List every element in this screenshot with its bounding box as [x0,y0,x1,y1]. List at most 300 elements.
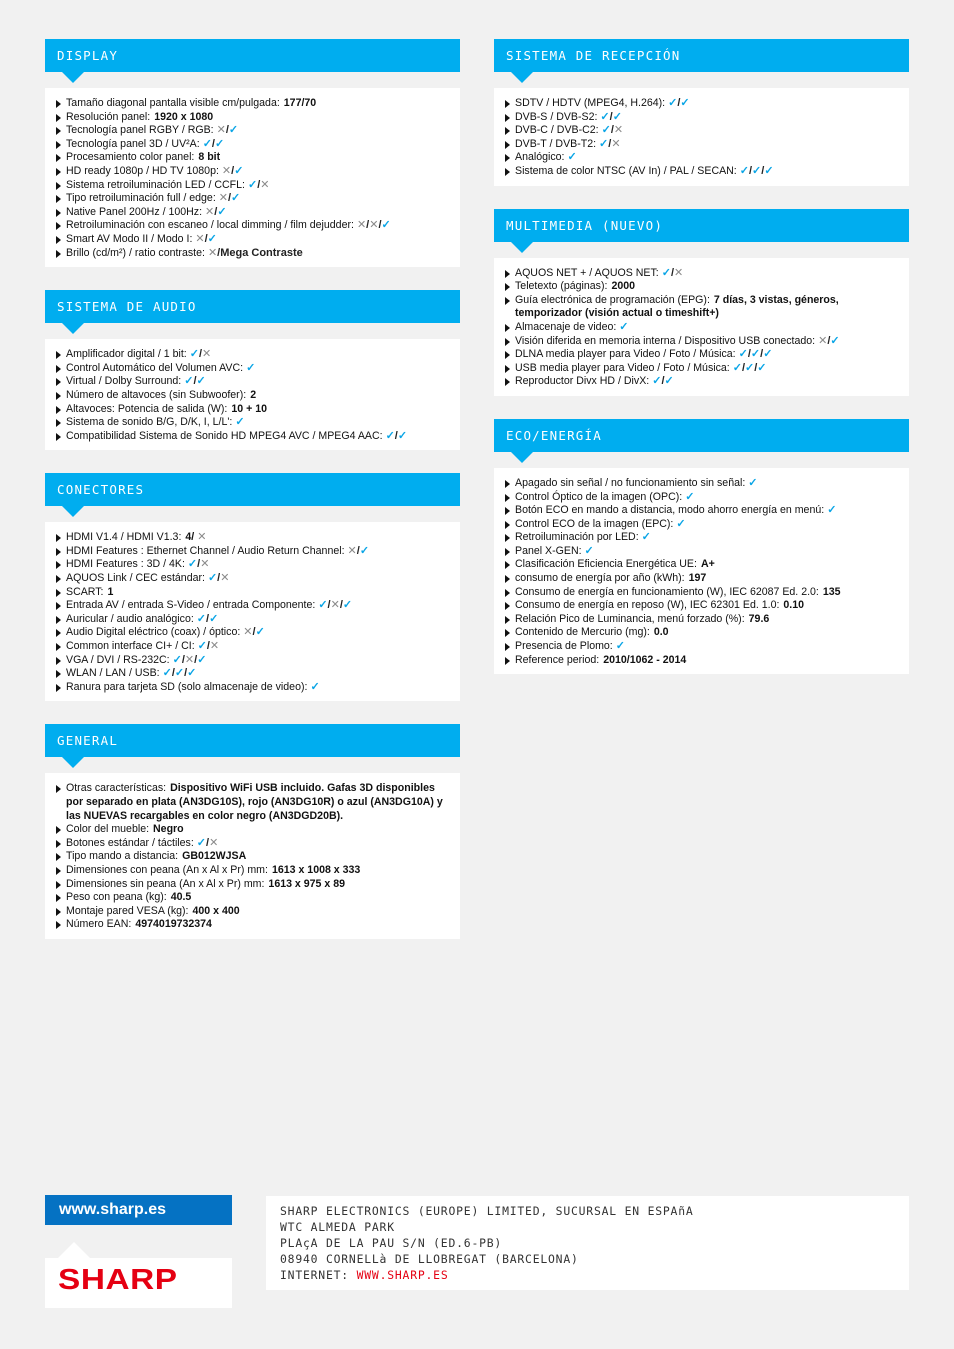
spec-row [55,823,450,837]
check-icon: ✓ [184,375,194,388]
website-link-text[interactable]: www.sharp.es [59,1201,166,1218]
check-icon: ✓ [187,667,197,680]
spec-label: Common interface CI+ / CI: [66,640,195,653]
cross-icon: ✕ [221,164,232,177]
slash-separator: / [339,599,343,612]
slash-separator: / [206,836,210,849]
spec-value: 1613 x 975 x 89 [268,877,346,890]
cross-icon: ✕ [216,124,226,137]
spec-row [55,206,450,220]
check-icon: ✓ [615,640,625,653]
section-title: GENERAL [57,733,119,749]
spec-value: 197 [688,572,707,585]
spec-row [55,362,450,376]
check-icon: ✓ [641,531,651,544]
slash-separator: / [366,219,370,232]
spec-label: VGA / DVI / RS-232C: [66,653,170,666]
spec-label: Panel X-GEN: [515,544,582,557]
spec-row [504,504,899,518]
spec-row [55,891,450,905]
cross-icon: ✕ [611,137,621,150]
check-icon: ✓ [162,667,172,680]
section-header [494,39,909,72]
spec-label: Ranura para tarjeta SD (solo almacenaje de video): [66,680,308,693]
section-title: SISTEMA DE RECEPCIÓN [506,48,681,63]
spec-list [45,88,460,267]
spec-label: Número EAN: [66,918,132,931]
slash-separator: / [252,626,256,639]
spec-value: 177/70 [283,97,317,109]
spec-row [55,403,450,417]
spec-row [504,477,899,491]
logo-tab [58,1242,90,1258]
slash-separator: / [670,266,675,279]
spec-row [504,280,899,294]
spec-value: 8 bit [198,151,221,164]
slash-separator: / [227,192,232,205]
spec-label: HDMI Features : Ethernet Channel / Audio Return Channel: [66,544,345,557]
brand-logo: SHARP [58,1264,178,1296]
spec-symbols [208,572,230,584]
cross-icon: ✕ [613,124,624,137]
check-icon: ✓ [619,320,629,333]
spec-symbols [739,348,773,360]
spec-label: Retroiluminación por LED: [515,531,639,544]
slash-separator: / [748,164,753,177]
left-column [45,39,460,962]
spec-value: 4974019732374 [135,918,212,931]
spec-label: WLAN / LAN / USB: [66,667,160,680]
spec-row [55,124,450,138]
spec-label: USB media player para Video / Foto / Música: [515,361,730,374]
check-icon: ✓ [172,653,182,666]
spec-row [55,375,450,389]
spec-label: Reproductor Divx HD / DivX: [515,375,650,388]
spec-label: DVB-C / DVB-C2: [515,124,599,137]
slash-separator: / [198,348,202,361]
spec-list [45,339,460,450]
cross-icon: ✕ [200,558,210,571]
spec-row [55,918,450,932]
check-icon: ✓ [385,429,395,442]
spec-label: Guía electrónica de programación (EPG): [515,293,710,306]
spec-value: 0.10 [783,599,805,612]
spec-value: A+ [700,558,715,571]
spec-row [504,348,899,362]
spec-row [55,531,450,545]
check-icon: ✓ [359,544,370,557]
spec-row [55,864,450,878]
spec-label: Consumo de energía en funcionamiento (W), IEC 62087 Ed. 2.0: [515,585,819,598]
spec-symbols [190,348,212,360]
check-icon: ✓ [584,544,594,557]
spec-label: SDTV / HDTV (MPEG4, H.264): [515,97,666,109]
check-icon: ✓ [217,205,227,218]
check-icon: ✓ [732,361,742,374]
spec-symbols [676,518,685,530]
slash-separator: / [197,558,201,571]
slash-separator: / [754,361,758,374]
spec-symbols [246,362,255,374]
section-title: CONECTORES [57,482,145,498]
spec-symbols [567,151,576,163]
spec-value: Dispositivo WiFi USB incluido. Gafas 3D disponibles por separado en plata (AN3DG10S), rojo (AN3DG10R) o azul (AN3DG10A) y las NUEVAS recargables en color negro (AN3DGD20B). [66,782,443,822]
spec-label: Compatibilidad Sistema de Sonido HD MPEG4 AVC / MPEG4 AAC: [66,429,383,442]
slash-separator: / [206,612,210,625]
spec-row [55,165,450,179]
check-icon: ✓ [247,178,258,191]
slash-separator: / [194,653,198,666]
spec-row [55,681,450,695]
slash-separator: / [610,124,614,137]
spec-row [504,613,899,627]
slash-separator: / [378,219,382,232]
spec-label: Tipo mando a distancia: [66,850,179,863]
spec-symbols [348,545,370,557]
spec-list [494,88,909,186]
spec-value: 0.0 [653,626,669,639]
internet-link[interactable]: WWW.SHARP.ES [356,1268,449,1282]
spec-row [504,599,899,613]
section-display [45,39,460,267]
spec-list [494,258,909,396]
spec-list [494,468,909,674]
slash-separator: / [257,178,261,191]
check-icon: ✓ [196,612,207,625]
spec-label: HDMI V1.4 / HDMI V1.3: [66,531,182,544]
spec-symbols [205,206,227,218]
spec-row [55,97,450,111]
spec-label: HD ready 1080p / HD TV 1080p: [66,164,219,177]
section-connectors [45,473,460,701]
check-icon: ✓ [246,361,256,374]
spec-symbols [318,599,352,611]
spec-row [55,192,450,206]
check-icon: ✓ [599,137,609,150]
spec-label: Brillo (cd/m²) / ratio contraste: [66,246,205,259]
website-link[interactable] [45,1195,232,1225]
check-icon: ✓ [567,151,577,164]
check-icon: ✓ [234,164,244,177]
spec-row [504,375,899,389]
slash-separator: / [217,572,221,585]
spec-symbols [357,219,391,231]
spec-row [504,491,899,505]
slash-separator: / [609,110,613,123]
slash-separator: / [356,544,360,557]
slash-separator: / [661,375,665,388]
spec-row [504,640,899,654]
spec-value: 10 + 10 [231,402,267,415]
spec-row [55,219,450,233]
spec-symbols [827,504,836,516]
spec-row [504,572,899,586]
check-icon: ✓ [342,599,353,612]
spec-row [504,626,899,640]
spec-row [55,654,450,668]
check-icon: ✓ [197,640,207,653]
spec-symbols [600,111,622,123]
spec-value: 1 [107,585,114,598]
slash-separator: / [761,164,765,177]
check-icon: ✓ [207,572,218,585]
spec-label: Resolución panel: [66,110,151,123]
section-header [45,39,460,72]
spec-list [45,522,460,701]
spec-row [55,626,450,640]
spec-row [55,837,450,851]
spec-label: Visión diferida en memoria interna / Dispositivo USB conectado: [515,334,816,347]
slash-separator: / [231,164,235,177]
cross-icon: ✕ [369,219,379,232]
section-general [45,724,460,939]
spec-symbols [197,531,206,543]
spec-label: Sistema retroiluminación LED / CCFL: [66,178,245,191]
check-icon: ✓ [601,124,611,137]
check-icon: ✓ [612,110,622,123]
slash-separator: / [193,375,197,388]
spec-label: Control ECO de la imagen (EPC): [515,517,674,530]
section-title: DISPLAY [57,48,119,63]
spec-symbols [195,233,217,245]
spec-row [55,138,450,152]
check-icon: ✓ [738,348,748,361]
spec-label: Control Automático del Volumen AVC: [66,361,244,374]
spec-label: Control Óptico de la imagen (OPC): [515,490,683,503]
check-icon: ✓ [668,97,678,109]
slash-separator: / [677,97,681,109]
spec-row [55,151,450,165]
spec-value: 7 días, 3 vistas, géneros, temporizador (visión actual o timeshift+) [515,293,839,320]
spec-symbols [243,626,265,638]
spec-row [504,545,899,559]
check-icon: ✓ [745,361,755,374]
spec-row [504,321,899,335]
spec-label: DVB-S / DVB-S2: [515,110,598,123]
check-icon: ✓ [748,476,758,489]
spec-symbols [599,138,621,150]
check-icon: ✓ [739,164,749,177]
spec-label: Otras características: [66,782,167,795]
check-icon: ✓ [827,504,837,517]
spec-row [504,267,899,281]
spec-row [504,362,899,376]
spec-value: 2010/1062 - 2014 [603,653,687,666]
spec-row [55,111,450,125]
check-icon: ✓ [752,164,762,177]
slash-separator: / [741,361,746,374]
spec-value: 2000 [611,280,636,293]
cross-icon: ✕ [818,334,828,347]
spec-value: 1613 x 1008 x 333 [271,863,361,876]
spec-label: Relación Pico de Luminancia, menú forzado (%): [515,612,745,625]
spec-label: Teletexto (páginas): [515,280,608,293]
check-icon: ✓ [397,429,408,442]
spec-label: SCART: [66,585,104,598]
spec-symbols [208,247,303,259]
spec-value: 135 [822,585,841,598]
right-column [494,39,909,697]
internet-line [280,1268,449,1282]
spec-row [55,667,450,681]
spec-label: Audio Digital eléctrico (coax) / óptico: [66,626,241,639]
check-icon: ✓ [661,266,671,279]
spec-label: Tecnología panel 3D / UV²A: [66,137,200,150]
check-icon: ✓ [830,334,840,347]
spec-symbols [740,165,774,177]
spec-label: Dimensiones sin peana (An x Al x Pr) mm: [66,877,265,890]
spec-symbols [685,491,694,503]
cross-icon: ✕ [347,544,357,557]
spec-row [55,233,450,247]
spec-label: Peso con peana (kg): [66,891,167,904]
spec-row [504,654,899,668]
check-icon: ✓ [685,490,695,503]
cross-icon: ✕ [243,626,253,639]
slash-separator: / [747,348,751,361]
check-icon: ✓ [764,164,774,177]
spec-row [55,599,450,613]
spec-row [504,558,899,572]
cross-icon: ✕ [184,653,195,666]
spec-label: Tamaño diagonal pantalla visible cm/pulgada: [66,97,280,109]
check-icon: ✓ [680,97,690,109]
spec-symbols [585,545,594,557]
logo [45,1258,232,1308]
slash-separator: / [181,653,185,666]
spec-row [504,97,899,111]
spec-row [504,138,899,152]
spec-row [504,531,899,545]
slash-separator: / [225,124,229,137]
spec-value: 40.5 [170,891,192,904]
check-icon: ✓ [174,667,185,680]
spec-label: Clasificación Eficiencia Energética UE: [515,558,697,571]
check-icon: ✓ [196,836,207,849]
check-icon: ✓ [255,626,265,639]
slash-separator: / [206,640,210,653]
cross-icon: ✕ [207,246,218,259]
spec-label: DLNA media player para Video / Foto / Música: [515,348,736,361]
slash-separator: / [214,205,218,218]
check-icon: ✓ [664,375,674,388]
check-icon: ✓ [207,232,217,245]
spec-symbols [173,654,207,666]
spec-label: Native Panel 200Hz / 100Hz: [66,205,203,218]
spec-symbols [619,321,628,333]
check-icon: ✓ [187,558,198,571]
check-icon: ✓ [676,517,686,530]
section-title: SISTEMA DE AUDIO [57,299,197,315]
slash-separator: / [184,667,188,680]
cross-icon: ✕ [202,348,212,361]
spec-label: Montaje pared VESA (kg): [66,904,189,917]
spec-symbols [198,640,220,652]
section-header [45,473,460,506]
cross-icon: ✕ [195,232,205,245]
spec-label: Número de altavoces (sin Subwoofer): [66,388,247,401]
spec-symbols [652,375,674,387]
spec-row [55,179,450,193]
check-icon: ✓ [197,653,207,666]
spec-list [45,773,460,939]
spec-label: Consumo de energía en reposo (W), IEC 62301 Ed. 1.0: [515,599,780,612]
check-icon: ✓ [235,416,245,429]
spec-label: Reference period: [515,653,600,666]
spec-value: 1920 x 1080 [154,110,214,123]
spec-row [504,586,899,600]
spec-row [55,782,450,823]
slash-separator: / [211,137,215,150]
spec-label: Dimensiones con peana (An x Al x Pr) mm: [66,863,268,876]
spec-symbols [248,179,270,191]
check-icon: ✓ [750,348,761,361]
spec-symbols [748,477,757,489]
spec-row [55,586,450,600]
spec-label: Sistema de sonido B/G, D/K, I, L/L': [66,416,233,429]
slash-separator: / [760,348,764,361]
spec-row [55,545,450,559]
check-icon: ✓ [757,361,767,374]
spec-row [504,151,899,165]
spec-row [504,335,899,349]
spec-label: AQUOS NET + / AQUOS NET: [515,266,659,279]
cross-icon: ✕ [205,205,215,218]
spec-row [55,905,450,919]
section-title: MULTIMEDIA (NUEVO) [506,217,664,233]
spec-row [55,572,450,586]
spec-label: Amplificador digital / 1 bit: [66,348,187,361]
spec-label: Color del mueble: [66,823,150,836]
cross-icon: ✕ [220,572,230,585]
section-eco [494,419,909,674]
spec-value: GB012WJSA [182,850,247,863]
spec-label: Auricular / audio analógico: [66,612,194,625]
check-icon: ✓ [214,137,225,150]
check-icon: ✓ [228,124,239,137]
spec-symbols [184,375,206,387]
spec-label: HDMI Features : 3D / 4K: [66,558,185,571]
spec-label: Almacenaje de video: [515,320,617,333]
check-icon: ✓ [196,375,206,388]
spec-label: Tecnología panel RGBY / RGB: [66,124,214,137]
spec-symbols [818,335,840,347]
spec-row [504,165,899,179]
spec-label: Tipo retroiluminación full / edge: [66,192,216,205]
slash-separator: / [394,429,398,442]
spec-label: Entrada AV / entrada S-Video / entrada Componente: [66,599,316,612]
check-icon: ✓ [318,599,328,612]
cross-icon: ✕ [260,178,270,191]
cross-icon: ✕ [356,219,367,232]
spec-symbols [616,640,625,652]
spec-label: Botón ECO en mando a distancia, modo ahorro energía en menú: [515,504,825,517]
spec-suffix: /Mega Contraste [217,246,303,259]
slash-separator: / [327,599,331,612]
spec-symbols [197,613,219,625]
check-icon: ✓ [202,137,212,150]
section-header [494,419,909,452]
cross-icon: ✕ [330,599,340,612]
spec-row [504,124,899,138]
spec-symbols [642,531,651,543]
spec-value: 400 x 400 [192,904,240,917]
spec-symbols [222,165,244,177]
spec-label: Altavoces: Potencia de salida (W): [66,402,228,415]
spec-symbols [386,430,408,442]
slash-separator: / [827,334,831,347]
spec-row [55,850,450,864]
